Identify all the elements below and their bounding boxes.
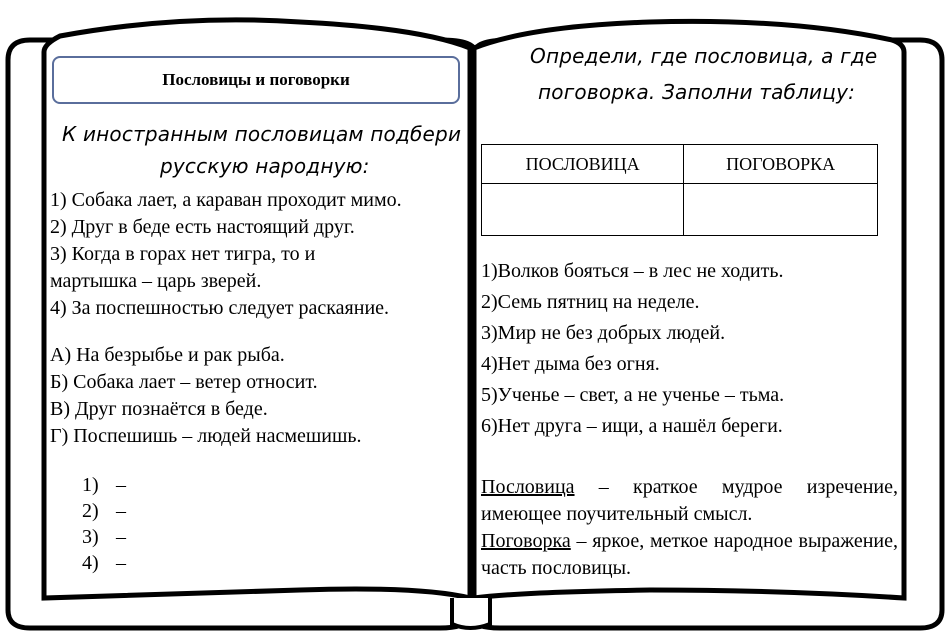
list-item: А) На безрыбье и рак рыба. — [50, 344, 285, 366]
definition-saying — [481, 528, 898, 582]
table-cell-proverb[interactable] — [482, 184, 684, 236]
russian-proverbs-list — [50, 342, 362, 450]
answer-row[interactable]: 3) – — [82, 526, 126, 548]
task-heading-line2: русскую народную: — [160, 154, 370, 178]
definition-term: Пословица — [481, 476, 575, 498]
answer-row[interactable]: 4) – — [82, 552, 126, 574]
list-item: 1) Собака лает, а караван проходит мимо. — [50, 189, 402, 211]
definition-text: – краткое мудрое изречение, имеющее поучительный смысл. — [481, 476, 898, 525]
proverbs-list — [481, 256, 784, 442]
right-task-line1: Определи, где пословица, а где — [530, 44, 878, 68]
list-item: 5)Ученье – свет, а не ученье – тьма. — [481, 384, 785, 406]
definition-proverb — [481, 474, 898, 528]
list-item: 1)Волков бояться – в лес не ходить. — [481, 260, 784, 282]
table-header-saying: ПОГОВОРКА — [684, 145, 878, 184]
list-item: Б) Собака лает – ветер относит. — [50, 371, 318, 393]
definition-term: Поговорка — [481, 530, 571, 552]
list-item: Г) Поспешишь – людей насмешишь. — [50, 425, 362, 447]
foreign-proverbs-list — [50, 187, 402, 322]
table-header-proverb: ПОСЛОВИЦА — [482, 145, 684, 184]
list-item: 4)Нет дыма без огня. — [481, 353, 660, 375]
page-title: Пословицы и поговорки — [52, 56, 460, 104]
classification-table — [481, 144, 878, 236]
list-item: 2) Друг в беде есть настоящий друг. — [50, 216, 355, 238]
table-cell-saying[interactable] — [684, 184, 878, 236]
list-item: 6)Нет друга – ищи, а нашёл береги. — [481, 415, 783, 437]
list-item: 4) За поспешностью следует раскаяние. — [50, 297, 390, 319]
list-item: 3) Когда в горах нет тигра, то и — [50, 243, 316, 265]
answer-row[interactable]: 1) – — [82, 474, 126, 496]
task-heading-line1: К иностранным пословицам подбери — [62, 122, 462, 146]
answer-row[interactable]: 2) – — [82, 500, 126, 522]
list-item: 2)Семь пятниц на неделе. — [481, 291, 700, 313]
list-item: мартышка – царь зверей. — [50, 270, 262, 292]
answer-blanks — [82, 472, 126, 576]
list-item: 3)Мир не без добрых людей. — [481, 322, 726, 344]
definition-text: – яркое, меткое народное выражение, часть пословицы. — [481, 530, 898, 579]
list-item: В) Друг познаётся в беде. — [50, 398, 268, 420]
right-task-line2: поговорка. Заполни таблицу: — [538, 80, 856, 104]
book-spine — [452, 598, 490, 628]
